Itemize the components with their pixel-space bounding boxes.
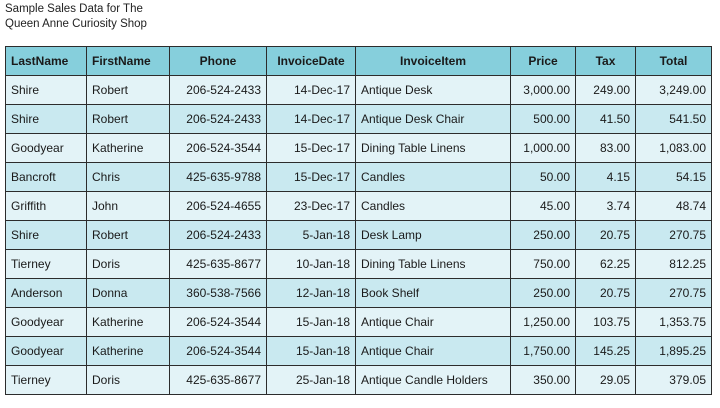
cell-firstname: Robert	[87, 76, 170, 105]
cell-invoicedate: 14-Dec-17	[267, 105, 356, 134]
cell-phone: 206-524-3544	[170, 337, 267, 366]
cell-invoiceitem: Dining Table Linens	[356, 134, 511, 163]
cell-total: 48.74	[636, 192, 712, 221]
cell-tax: 20.75	[576, 221, 636, 250]
cell-invoicedate: 23-Dec-17	[267, 192, 356, 221]
cell-lastname: Bancroft	[6, 163, 87, 192]
table-caption	[5, 2, 147, 32]
cell-lastname: Goodyear	[6, 337, 87, 366]
cell-invoiceitem: Antique Chair	[356, 337, 511, 366]
cell-lastname: Shire	[6, 221, 87, 250]
column-header-invoiceitem: InvoiceItem	[356, 47, 511, 76]
cell-invoicedate: 5-Jan-18	[267, 221, 356, 250]
cell-phone: 206-524-3544	[170, 308, 267, 337]
cell-phone: 425-635-9788	[170, 163, 267, 192]
cell-price: 500.00	[511, 105, 576, 134]
cell-total: 54.15	[636, 163, 712, 192]
cell-lastname: Goodyear	[6, 308, 87, 337]
cell-total: 3,249.00	[636, 76, 712, 105]
column-header-phone: Phone	[170, 47, 267, 76]
caption-line-2: Queen Anne Curiosity Shop	[5, 18, 147, 30]
cell-firstname: Doris	[87, 366, 170, 395]
cell-phone: 206-524-2433	[170, 76, 267, 105]
cell-invoiceitem: Antique Desk Chair	[356, 105, 511, 134]
table-row	[6, 105, 712, 134]
cell-firstname: Katherine	[87, 337, 170, 366]
cell-lastname: Tierney	[6, 250, 87, 279]
column-header-price: Price	[511, 47, 576, 76]
cell-invoicedate: 14-Dec-17	[267, 76, 356, 105]
sales-data-table	[5, 46, 712, 395]
table-row	[6, 279, 712, 308]
table-row	[6, 134, 712, 163]
table-row	[6, 192, 712, 221]
cell-firstname: Robert	[87, 221, 170, 250]
cell-invoicedate: 12-Jan-18	[267, 279, 356, 308]
cell-total: 812.25	[636, 250, 712, 279]
cell-lastname: Shire	[6, 105, 87, 134]
cell-phone: 206-524-4655	[170, 192, 267, 221]
cell-tax: 29.05	[576, 366, 636, 395]
cell-tax: 20.75	[576, 279, 636, 308]
cell-firstname: Chris	[87, 163, 170, 192]
cell-lastname: Tierney	[6, 366, 87, 395]
table-row	[6, 337, 712, 366]
column-header-tax: Tax	[576, 47, 636, 76]
cell-price: 45.00	[511, 192, 576, 221]
cell-firstname: Donna	[87, 279, 170, 308]
cell-tax: 41.50	[576, 105, 636, 134]
cell-phone: 360-538-7566	[170, 279, 267, 308]
cell-invoiceitem: Candles	[356, 163, 511, 192]
table-row	[6, 221, 712, 250]
cell-firstname: John	[87, 192, 170, 221]
cell-price: 1,250.00	[511, 308, 576, 337]
table-row	[6, 76, 712, 105]
column-header-firstname: FirstName	[87, 47, 170, 76]
cell-invoiceitem: Dining Table Linens	[356, 250, 511, 279]
cell-tax: 145.25	[576, 337, 636, 366]
cell-invoiceitem: Book Shelf	[356, 279, 511, 308]
cell-total: 379.05	[636, 366, 712, 395]
cell-total: 270.75	[636, 279, 712, 308]
cell-firstname: Doris	[87, 250, 170, 279]
cell-tax: 249.00	[576, 76, 636, 105]
cell-phone: 425-635-8677	[170, 366, 267, 395]
table-header-row	[6, 47, 712, 76]
cell-price: 250.00	[511, 221, 576, 250]
cell-invoicedate: 15-Jan-18	[267, 308, 356, 337]
cell-phone: 206-524-2433	[170, 221, 267, 250]
table-row	[6, 163, 712, 192]
cell-price: 3,000.00	[511, 76, 576, 105]
cell-total: 270.75	[636, 221, 712, 250]
cell-invoiceitem: Candles	[356, 192, 511, 221]
cell-total: 1,353.75	[636, 308, 712, 337]
cell-invoicedate: 10-Jan-18	[267, 250, 356, 279]
cell-tax: 62.25	[576, 250, 636, 279]
cell-price: 250.00	[511, 279, 576, 308]
cell-price: 1,000.00	[511, 134, 576, 163]
cell-price: 750.00	[511, 250, 576, 279]
cell-price: 1,750.00	[511, 337, 576, 366]
cell-firstname: Robert	[87, 105, 170, 134]
cell-price: 350.00	[511, 366, 576, 395]
cell-tax: 3.74	[576, 192, 636, 221]
column-header-lastname: LastName	[6, 47, 87, 76]
cell-tax: 103.75	[576, 308, 636, 337]
column-header-invoicedate: InvoiceDate	[267, 47, 356, 76]
table-row	[6, 366, 712, 395]
cell-invoiceitem: Antique Desk	[356, 76, 511, 105]
cell-invoicedate: 25-Jan-18	[267, 366, 356, 395]
cell-invoiceitem: Antique Chair	[356, 308, 511, 337]
cell-phone: 206-524-3544	[170, 134, 267, 163]
cell-lastname: Griffith	[6, 192, 87, 221]
cell-lastname: Shire	[6, 76, 87, 105]
column-header-total: Total	[636, 47, 712, 76]
cell-tax: 4.15	[576, 163, 636, 192]
cell-invoicedate: 15-Jan-18	[267, 337, 356, 366]
table-row	[6, 308, 712, 337]
cell-total: 1,083.00	[636, 134, 712, 163]
cell-firstname: Katherine	[87, 134, 170, 163]
cell-invoicedate: 15-Dec-17	[267, 163, 356, 192]
table-row	[6, 250, 712, 279]
cell-invoiceitem: Antique Candle Holders	[356, 366, 511, 395]
cell-tax: 83.00	[576, 134, 636, 163]
cell-price: 50.00	[511, 163, 576, 192]
cell-invoiceitem: Desk Lamp	[356, 221, 511, 250]
cell-invoicedate: 15-Dec-17	[267, 134, 356, 163]
cell-phone: 425-635-8677	[170, 250, 267, 279]
cell-total: 541.50	[636, 105, 712, 134]
cell-phone: 206-524-2433	[170, 105, 267, 134]
cell-lastname: Anderson	[6, 279, 87, 308]
cell-lastname: Goodyear	[6, 134, 87, 163]
cell-total: 1,895.25	[636, 337, 712, 366]
caption-line-1: Sample Sales Data for The	[5, 3, 143, 15]
cell-firstname: Katherine	[87, 308, 170, 337]
